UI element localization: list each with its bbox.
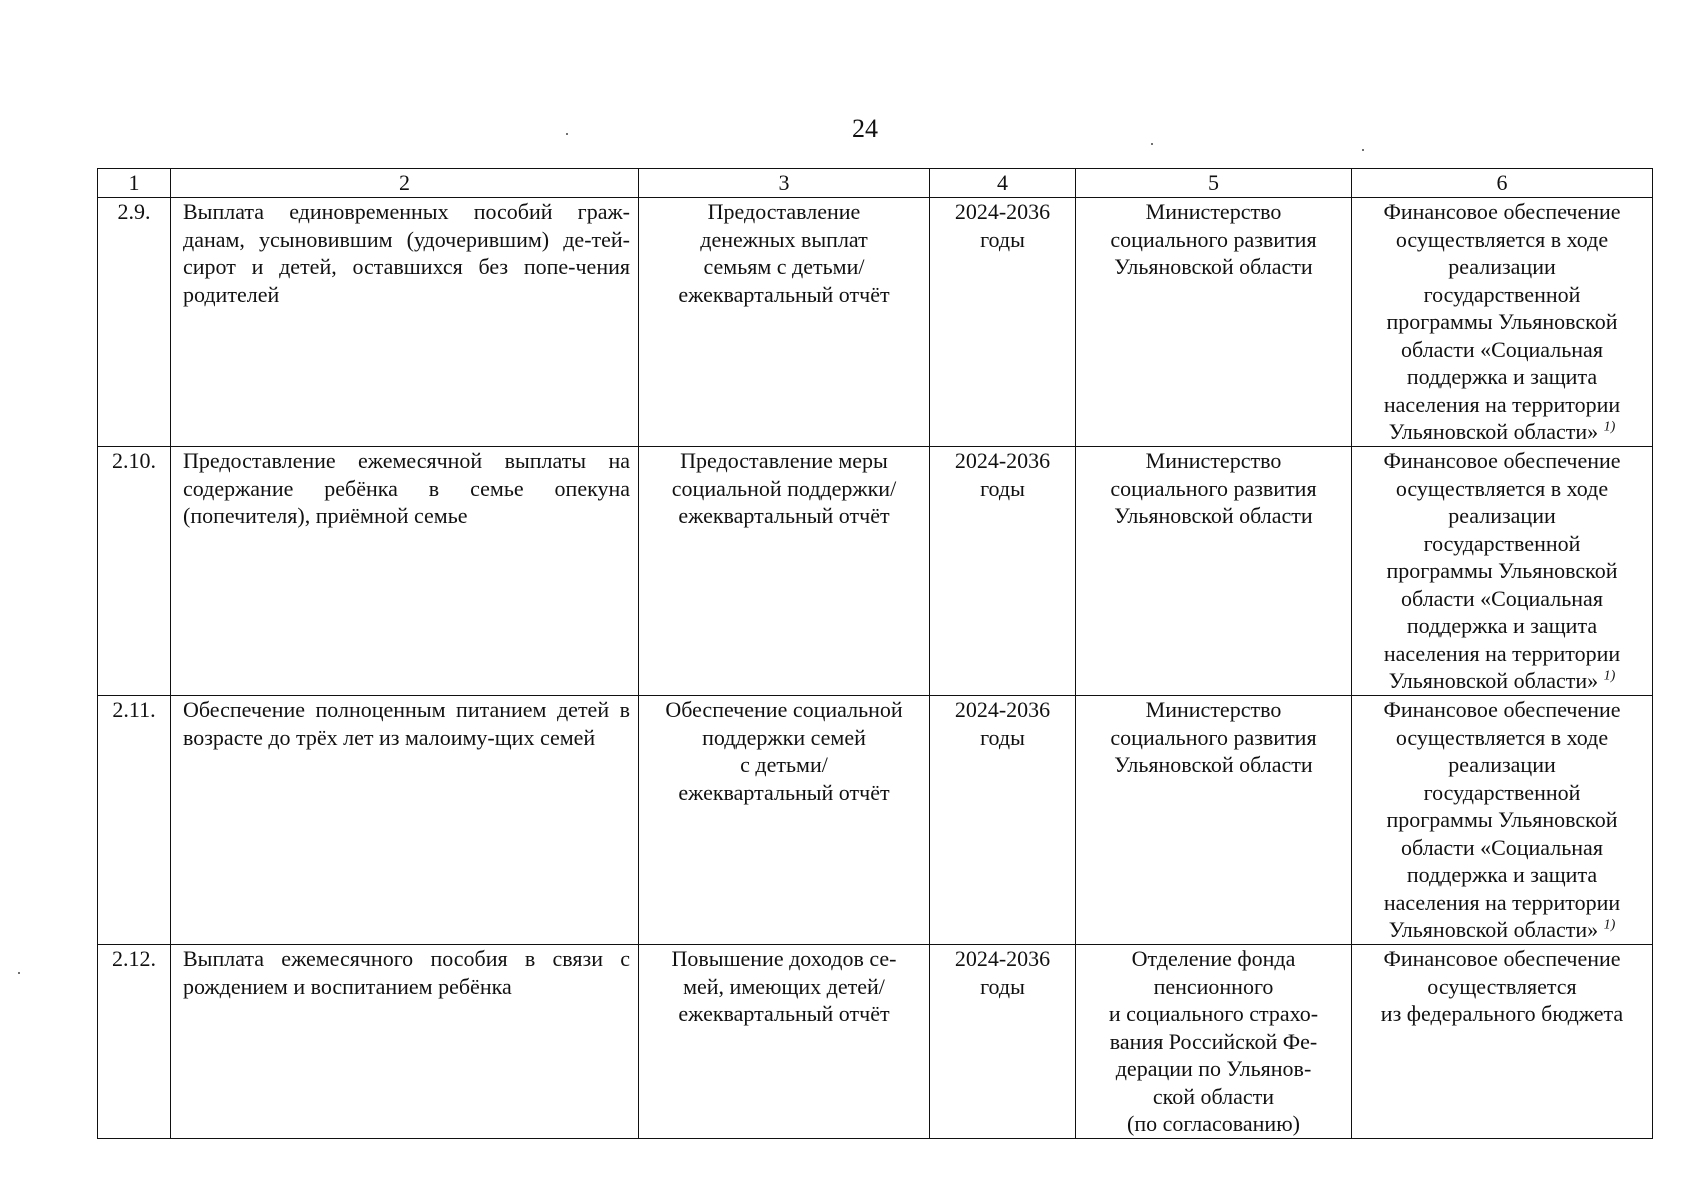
column-header: 1 (98, 169, 171, 198)
expected-result: Предоставление меры социальной поддержки/ ежеквартальный отчёт (639, 447, 930, 696)
row-number: 2.11. (98, 696, 171, 945)
row-number: 2.9. (98, 198, 171, 447)
financing-cell (1352, 447, 1653, 696)
financing-cell (1352, 198, 1653, 447)
column-header: 6 (1352, 169, 1653, 198)
column-header: 2 (171, 169, 639, 198)
responsible-executor: Министерство социального развития Ульяновской области (1076, 198, 1352, 447)
financing-text: Финансовое обеспечение осуществляется в ходе реализации государственной программы Ульяновской области «Социальная поддержка и защита населения на территории Ульяновской области» (1383, 448, 1621, 693)
table-header-row (98, 169, 1653, 198)
financing-text: Финансовое обеспечение осуществляется в ходе реализации государственной программы Ульяновской области «Социальная поддержка и защита населения на территории Ульяновской области» (1383, 697, 1621, 942)
measures-table (97, 168, 1653, 1139)
measure-name: Выплата единовременных пособий граж-данам, усыновившим (удочерившим) де-тей-сирот и детей, оставшихся без попе-чения родителей (171, 198, 639, 447)
financing-text: Финансовое обеспечение осуществляется из федерального бюджета (1352, 945, 1653, 1139)
scan-speck (1362, 149, 1364, 151)
expected-result: Повышение доходов се- мей, имеющих детей/ ежеквартальный отчёт (639, 945, 930, 1139)
financing-cell (1352, 696, 1653, 945)
column-header: 5 (1076, 169, 1352, 198)
period: 2024-2036 годы (930, 198, 1076, 447)
expected-result: Предоставление денежных выплат семьям с детьми/ ежеквартальный отчёт (639, 198, 930, 447)
table-row (98, 198, 1653, 447)
footnote-marker: 1) (1603, 419, 1616, 435)
measure-name: Предоставление ежемесячной выплаты на содержание ребёнка в семье опекуна (попечителя), приёмной семье (171, 447, 639, 696)
table-row (98, 447, 1653, 696)
financing-text: Финансовое обеспечение осуществляется в ходе реализации государственной программы Ульяновской области «Социальная поддержка и защита населения на территории Ульяновской области» (1383, 199, 1621, 444)
row-number: 2.10. (98, 447, 171, 696)
measure-name: Выплата ежемесячного пособия в связи с рождением и воспитанием ребёнка (171, 945, 639, 1139)
responsible-executor: Отделение фонда пенсионного и социального страхо- вания Российской Фе- дерации по Ульянов- ской области (по согласованию) (1076, 945, 1352, 1139)
table-row (98, 945, 1653, 1139)
measure-name: Обеспечение полноценным питанием детей в возрасте до трёх лет из малоиму-щих семей (171, 696, 639, 945)
page-number: 24 (852, 114, 878, 143)
footnote-marker: 1) (1603, 668, 1616, 684)
table-row (98, 696, 1653, 945)
period: 2024-2036 годы (930, 447, 1076, 696)
row-number: 2.12. (98, 945, 171, 1139)
column-header: 4 (930, 169, 1076, 198)
scan-speck (18, 972, 20, 974)
responsible-executor: Министерство социального развития Ульяновской области (1076, 447, 1352, 696)
scan-speck (1151, 143, 1153, 145)
period: 2024-2036 годы (930, 696, 1076, 945)
scan-speck (566, 133, 568, 135)
column-header: 3 (639, 169, 930, 198)
footnote-marker: 1) (1603, 917, 1616, 933)
period: 2024-2036 годы (930, 945, 1076, 1139)
expected-result: Обеспечение социальной поддержки семей с детьми/ ежеквартальный отчёт (639, 696, 930, 945)
responsible-executor: Министерство социального развития Ульяновской области (1076, 696, 1352, 945)
